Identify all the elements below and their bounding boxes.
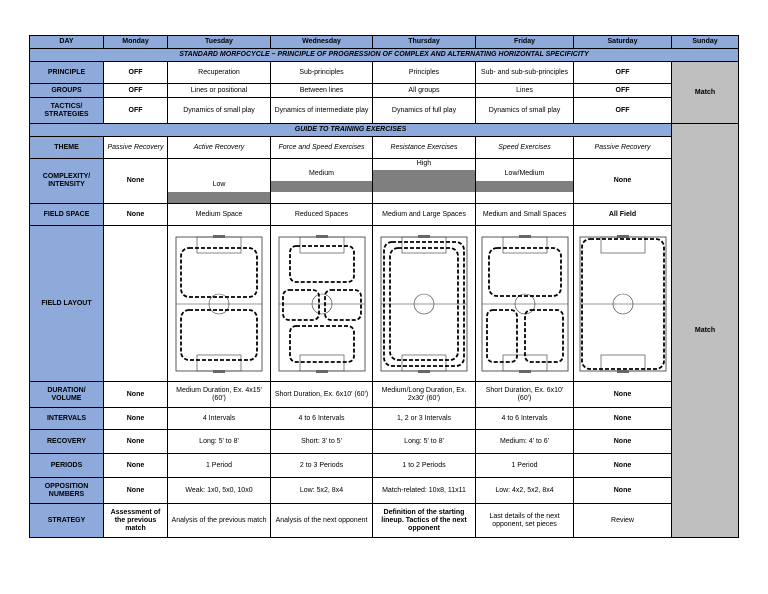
cell: Analysis of the next opponent [271,504,373,538]
cell: Passive Recovery [104,137,168,159]
row-label-groups: GROUPS [30,84,104,98]
cell: Principles [373,62,476,84]
row-intervals [30,408,739,430]
cell: Long: 5' to 8' [168,430,271,454]
intensity-bar [373,170,475,192]
section2-row [30,124,739,137]
row-label-theme: THEME [30,137,104,159]
cell: None [104,478,168,504]
intensity-label: Low/Medium [504,170,545,177]
cell: None [574,430,672,454]
cell: OFF [104,98,168,124]
cell: Force and Speed Exercises [271,137,373,159]
header-sunday: Sunday [672,36,739,49]
row-label-field-layout: FIELD LAYOUT [30,226,104,382]
cell: Lines [476,84,574,98]
cell-empty [104,226,168,382]
row-field-space [30,204,739,226]
header-day: DAY [30,36,104,49]
row-groups [30,84,739,98]
header-row [30,36,739,49]
section2-title: GUIDE TO TRAINING EXERCISES [30,124,672,137]
cell: Recuperation [168,62,271,84]
cell: Short: 3' to 5' [271,430,373,454]
cell: Lines or positional [168,84,271,98]
soccer-pitch-icon [479,234,571,374]
cell: OFF [104,62,168,84]
intensity-cell-wednesday [271,159,373,204]
cell: None [104,454,168,478]
cell: Low: 5x2, 8x4 [271,478,373,504]
cell: Dynamics of small play [168,98,271,124]
row-label-intervals: INTERVALS [30,408,104,430]
cell: OFF [574,84,672,98]
soccer-pitch-icon [276,234,368,374]
row-theme [30,137,739,159]
cell: Short Duration, Ex. 6x10' (60') [271,382,373,408]
cell: Medium Duration, Ex. 4x15' (60') [168,382,271,408]
field-diagram-wednesday [271,226,373,382]
cell: 1, 2 or 3 Intervals [373,408,476,430]
row-label-complexity: COMPLEXITY/ INTENSITY [30,159,104,204]
intensity-label: Low [212,181,226,188]
row-tactics [30,98,739,124]
intensity-cell-friday [476,159,574,204]
field-diagram-friday [476,226,574,382]
row-duration [30,382,739,408]
cell: Dynamics of intermediate play [271,98,373,124]
header-monday: Monday [104,36,168,49]
cell: Last details of the next opponent, set pieces [476,504,574,538]
cell: Medium/Long Duration, Ex. 2x30' (60') [373,382,476,408]
row-label-opposition: OPPOSITION NUMBERS [30,478,104,504]
cell: Assessment of the previous match [104,504,168,538]
row-recovery [30,430,739,454]
cell: Long: 5' to 8' [373,430,476,454]
cell: None [104,204,168,226]
header-thursday: Thursday [373,36,476,49]
cell: Definition of the starting lineup. Tactics of the next opponent [373,504,476,538]
soccer-pitch-icon [577,234,669,374]
cell: None [574,382,672,408]
cell: OFF [574,98,672,124]
intensity-cell-tuesday [168,159,271,204]
row-label-periods: PERIODS [30,454,104,478]
cell: Speed Exercises [476,137,574,159]
header-saturday: Saturday [574,36,672,49]
intensity-bar [271,181,372,192]
cell: 1 Period [476,454,574,478]
field-diagram-tuesday [168,226,271,382]
cell: Dynamics of small play [476,98,574,124]
cell: Active Recovery [168,137,271,159]
cell: None [574,159,672,204]
row-label-field-space: FIELD SPACE [30,204,104,226]
cell: None [104,159,168,204]
morfocycle-table [29,35,739,538]
row-label-duration: DURATION/ VOLUME [30,382,104,408]
cell: 1 to 2 Periods [373,454,476,478]
cell: OFF [574,62,672,84]
row-principle [30,62,739,84]
row-label-recovery: RECOVERY [30,430,104,454]
intensity-bar [168,192,270,203]
cell: Passive Recovery [574,137,672,159]
sunday-match-bottom: Match [672,124,739,538]
header-wednesday: Wednesday [271,36,373,49]
row-opposition [30,478,739,504]
intensity-bar [476,181,573,192]
cell: Reduced Spaces [271,204,373,226]
cell: None [574,454,672,478]
soccer-pitch-icon [378,234,470,374]
cell: None [104,408,168,430]
row-label-tactics: TACTICS/ STRATEGIES [30,98,104,124]
cell: Match-related: 10x8, 11x11 [373,478,476,504]
cell: 2 to 3 Periods [271,454,373,478]
cell: None [104,430,168,454]
cell: Medium: 4' to 6' [476,430,574,454]
section1-title: STANDARD MORFOCYCLE – PRINCIPLE OF PROGRESSION OF COMPLEX AND ALTERNATING HORIZONTAL SPECIFICITY [30,49,739,62]
cell: Between lines [271,84,373,98]
row-strategy [30,504,739,538]
cell: Review [574,504,672,538]
cell: None [574,408,672,430]
cell: 4 to 6 Intervals [476,408,574,430]
cell: All Field [574,204,672,226]
header-tuesday: Tuesday [168,36,271,49]
sunday-match-top: Match [672,62,739,124]
cell: Dynamics of full play [373,98,476,124]
cell: Medium Space [168,204,271,226]
cell: 4 to 6 Intervals [271,408,373,430]
cell: Resistance Exercises [373,137,476,159]
row-periods [30,454,739,478]
intensity-cell-thursday [373,159,476,204]
field-diagram-saturday [574,226,672,382]
cell: Sub- and sub-sub-principles [476,62,574,84]
section1-row [30,49,739,62]
cell: Sub-principles [271,62,373,84]
row-label-strategy: STRATEGY [30,504,104,538]
header-friday: Friday [476,36,574,49]
intensity-label: Medium [309,170,334,177]
intensity-label: High [416,160,432,167]
cell: Weak: 1x0, 5x0, 10x0 [168,478,271,504]
cell: Analysis of the previous match [168,504,271,538]
cell: Low: 4x2, 5x2, 8x4 [476,478,574,504]
cell: Medium and Small Spaces [476,204,574,226]
cell: 1 Period [168,454,271,478]
cell: Short Duration, Ex. 6x10' (60') [476,382,574,408]
cell: None [574,478,672,504]
cell: OFF [104,84,168,98]
cell: All groups [373,84,476,98]
cell: 4 Intervals [168,408,271,430]
cell: None [104,382,168,408]
soccer-pitch-icon [173,234,265,374]
row-label-principle: PRINCIPLE [30,62,104,84]
row-field-layout [30,226,739,382]
cell: Medium and Large Spaces [373,204,476,226]
field-diagram-thursday [373,226,476,382]
row-complexity [30,159,739,204]
